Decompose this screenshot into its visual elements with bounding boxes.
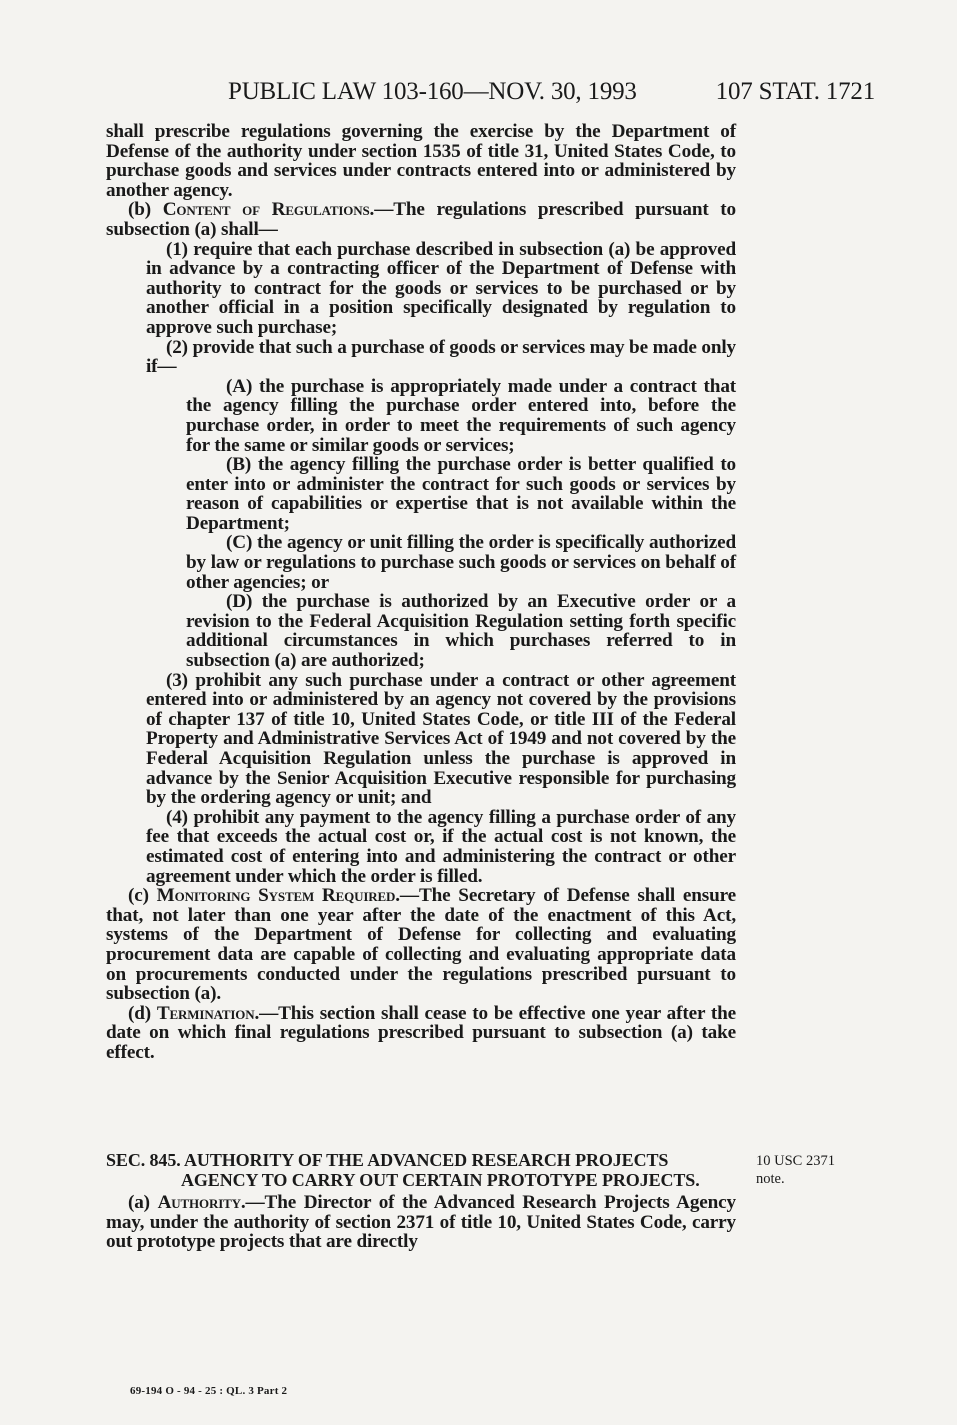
section-heading <box>106 1150 738 1190</box>
subsection-heading: Authority. <box>157 1192 246 1213</box>
paragraph-item-1: (1) require that each purchase described in subsection (a) be approved in advance by a contracting officer of the Department of Defense with authority to contract for the goods or services to be purchased or by another official in a position specifically designated by regulation to approve such purchase; <box>146 238 736 338</box>
paragraph-item-4: (4) prohibit any payment to the agency filling a purchase order of any fee that exceeds the actual cost or, if the actual cost is not known, the estimated cost of entering into and administering the contract or other agreement under which the order is filled. <box>146 806 736 887</box>
paragraph-item-2A: (A) the purchase is appropriately made under a contract that the agency filling the purchase order entered into, before the purchase order, in order to meet the requirements of such agency for the same or similar goods or services; <box>186 375 736 456</box>
paragraph-item-2C: (C) the agency or unit filling the order is specifically authorized by law or regulations to purchase such goods or services on behalf of other agencies; or <box>186 532 736 593</box>
paragraph-item-2B: (B) the agency filling the purchase order is better qualified to enter into or administer the contract for such goods or services by reason of capabilities or expertise that is not available within the Department; <box>186 454 736 534</box>
paragraph-item-3: (3) prohibit any such purchase under a contract or other agreement entered into or administered by an agency not covered by the provisions of chapter 137 of title 10, United States Code, or title III of the Federal Property and Administrative Services Act of 1949 and not covered by the Federal Acquisition Regulation unless the purchase is approved in advance by the Senior Acquisition Executive responsible for purchasing by the ordering agency or unit; and <box>146 669 736 809</box>
section-heading-line-1: SEC. 845. AUTHORITY OF THE ADVANCED RESEARCH PROJECTS <box>106 1150 669 1170</box>
paragraph-subsection-a: (a) Authority.—The Director of the Advanced Research Projects Agency may, under the authority of section 2371 of title 10, United States Code, carry out prototype projects that are directly <box>106 1192 736 1253</box>
paragraph-subsection-c: (c) Monitoring System Required.—The Secretary of Defense shall ensure that, not later than one year after the date of the enactment of this Act, systems of the Department of Defense for collecting and evaluating procurement data are capable of collecting and evaluating appropriate data on procurements conducted under the regulations prescribed pursuant to subsection (a). <box>106 885 736 1005</box>
margin-note-citation: 10 USC 2371 <box>756 1153 835 1169</box>
running-header-title: PUBLIC LAW 103-160—NOV. 30, 1993 <box>228 78 637 105</box>
paragraph-item-2: (2) provide that such a purchase of goods or services may be made only if— <box>146 336 736 378</box>
section-heading-line-2: AGENCY TO CARRY OUT CERTAIN PROTOTYPE PROJECTS. <box>181 1170 700 1190</box>
section-body <box>106 1193 736 1252</box>
print-footer: 69-194 O - 94 - 25 : QL. 3 Part 2 <box>130 1385 288 1397</box>
margin-note <box>756 1152 835 1188</box>
margin-note-label: note. <box>756 1171 785 1187</box>
statute-body <box>106 122 736 1063</box>
paragraph-subsection-b: (b) Content of Regulations.—The regulations prescribed pursuant to subsection (a) shall— <box>106 199 736 240</box>
subsection-heading: Termination. <box>156 1002 260 1024</box>
running-header-stat-page: 107 STAT. 1721 <box>715 78 875 105</box>
paragraph-continuation: shall prescribe regulations governing the exercise by the Department of Defense of the authority under section 1535 of title 31, United States Code, to purchase goods and services under contracts entered into or administered by another agency. <box>106 121 736 201</box>
subsection-heading: Content of Regulations. <box>162 199 375 221</box>
subsection-heading: Monitoring System Required. <box>156 885 400 907</box>
paragraph-subsection-d: (d) Termination.—This section shall cease to be effective one year after the date on which final regulations prescribed pursuant to subsection (a) take effect. <box>106 1002 736 1063</box>
paragraph-item-2D: (D) the purchase is authorized by an Executive order or a revision to the Federal Acquisition Regulation setting forth specific additional circumstances in which purchases referred to in subsection (a) are authorized; <box>186 591 736 672</box>
